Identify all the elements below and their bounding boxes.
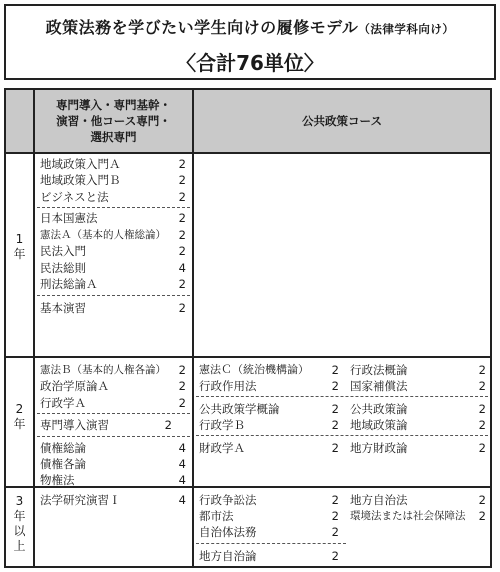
course-credits: 2 xyxy=(478,441,486,455)
year-label-1: 1 年 xyxy=(13,232,26,261)
dashed-separator xyxy=(196,435,488,436)
list-item xyxy=(40,156,188,172)
list-item xyxy=(40,189,188,205)
total-credits: 〈合計76単位〉 xyxy=(176,51,324,75)
title-main-text: 政策法務を学びたい学生向けの履修モデル xyxy=(45,18,359,37)
course-credits: 2 xyxy=(178,157,186,171)
dashed-separator xyxy=(37,295,190,296)
list-item xyxy=(40,227,188,243)
course-name: 基本演習 xyxy=(40,301,86,315)
list-item xyxy=(350,440,486,456)
list-item xyxy=(350,362,486,378)
course-name: 民法総則 xyxy=(40,261,86,275)
course-credits: 2 xyxy=(478,493,486,507)
list-item xyxy=(199,524,339,540)
list-item xyxy=(40,492,188,508)
course-name: 物権法 xyxy=(40,473,75,487)
course-name: 地域政策論 xyxy=(350,418,408,432)
year-label-2: 2 年 xyxy=(13,402,26,431)
dashed-separator xyxy=(37,413,190,414)
course-credits: 2 xyxy=(178,211,186,225)
header-col1 xyxy=(35,90,192,152)
course-credits: 2 xyxy=(178,363,186,377)
course-credits: 2 xyxy=(331,525,339,539)
course-name: 公共政策学概論 xyxy=(199,402,280,416)
list-item xyxy=(199,548,339,564)
header-divider xyxy=(6,152,490,154)
course-name: 都市法 xyxy=(199,509,234,523)
list-item xyxy=(199,440,339,456)
list-item xyxy=(40,440,188,456)
header-year-cell xyxy=(6,90,33,152)
course-credits: 4 xyxy=(178,493,186,507)
course-name: 行政学Ａ xyxy=(40,396,86,410)
list-item xyxy=(40,472,188,488)
list-item xyxy=(350,378,486,394)
course-name: 地域政策入門Ｂ xyxy=(40,173,121,187)
course-name: 環境法または社会保障法 xyxy=(350,510,466,522)
course-name: 政治学原論Ａ xyxy=(40,379,109,393)
course-credits: 2 xyxy=(331,509,339,523)
course-name: 自治体法務 xyxy=(199,525,257,539)
course-credits: 2 xyxy=(331,379,339,393)
course-name: 財政学Ａ xyxy=(199,441,245,455)
course-credits: 2 xyxy=(331,402,339,416)
course-name: 地域政策入門Ａ xyxy=(40,157,121,171)
course-name: 行政法概論 xyxy=(350,363,408,377)
course-credits: 4 xyxy=(178,261,186,275)
course-credits: 2 xyxy=(478,379,486,393)
course-credits: 2 xyxy=(178,301,186,315)
page-title xyxy=(6,15,494,38)
dashed-separator xyxy=(196,543,346,544)
year-label-3: 3 年 以 上 xyxy=(13,494,26,553)
list-item xyxy=(40,276,188,292)
curriculum-table xyxy=(4,88,492,568)
course-name: 国家補償法 xyxy=(350,379,408,393)
course-name: 民法入門 xyxy=(40,244,86,258)
list-item xyxy=(40,417,188,433)
vline-col1 xyxy=(192,90,194,566)
course-name: 地方自治法 xyxy=(350,493,408,507)
list-item xyxy=(40,362,188,378)
course-credits: 2 xyxy=(178,228,186,242)
list-item xyxy=(40,300,188,316)
course-credits: 2 xyxy=(164,418,172,432)
course-credits: 4 xyxy=(178,457,186,471)
course-name: 行政争訟法 xyxy=(199,493,257,507)
course-credits: 2 xyxy=(331,363,339,377)
header-col2-label: 公共政策コース xyxy=(302,114,382,128)
course-name: 債権各論 xyxy=(40,457,86,471)
course-credits: 4 xyxy=(178,441,186,455)
course-credits: 2 xyxy=(178,244,186,258)
title-subtitle: （法律学科向け） xyxy=(358,22,455,36)
course-name: ビジネスと法 xyxy=(40,190,109,204)
header-col1-label: 専門導入・専門基幹・ 演習・他コース専門・ 選択専門 xyxy=(56,98,171,144)
course-credits: 4 xyxy=(178,473,186,487)
course-credits: 2 xyxy=(478,363,486,377)
course-credits: 2 xyxy=(331,549,339,563)
course-credits: 2 xyxy=(178,173,186,187)
list-item xyxy=(199,378,339,394)
list-item xyxy=(350,492,486,508)
course-credits: 2 xyxy=(478,402,486,416)
course-credits: 2 xyxy=(178,190,186,204)
course-credits: 2 xyxy=(331,493,339,507)
course-credits: 2 xyxy=(478,418,486,432)
list-item xyxy=(40,210,188,226)
list-item xyxy=(40,456,188,472)
course-name: 憲法Ｂ（基本的人権各論） xyxy=(40,364,166,376)
title-box xyxy=(4,4,496,80)
course-name: 専門導入演習 xyxy=(40,418,109,432)
course-name: 日本国憲法 xyxy=(40,211,98,225)
list-item xyxy=(40,172,188,188)
course-credits: 2 xyxy=(331,418,339,432)
dashed-separator xyxy=(37,436,190,437)
list-item xyxy=(350,401,486,417)
course-name: 行政学Ｂ xyxy=(199,418,245,432)
vline-year xyxy=(33,90,35,566)
list-item xyxy=(350,417,486,433)
year1-divider xyxy=(6,356,490,358)
course-name: 法学研究演習Ｉ xyxy=(40,493,121,507)
list-item xyxy=(350,508,486,524)
course-name: 債権総論 xyxy=(40,441,86,455)
dashed-separator xyxy=(37,207,190,208)
course-credits: 2 xyxy=(178,396,186,410)
course-credits: 2 xyxy=(178,277,186,291)
list-item xyxy=(40,243,188,259)
course-name: 地方財政論 xyxy=(350,441,408,455)
list-item xyxy=(199,508,339,524)
header-col2 xyxy=(194,90,490,152)
list-item xyxy=(40,395,188,411)
dashed-separator xyxy=(196,396,488,397)
course-credits: 2 xyxy=(331,441,339,455)
list-item xyxy=(40,378,188,394)
course-name: 行政作用法 xyxy=(199,379,257,393)
course-name: 憲法Ａ（基本的人権総論） xyxy=(40,229,166,241)
list-item xyxy=(199,492,339,508)
course-name: 刑法総論Ａ xyxy=(40,277,98,291)
course-name: 地方自治論 xyxy=(199,549,257,563)
course-credits: 2 xyxy=(178,379,186,393)
list-item xyxy=(199,417,339,433)
list-item xyxy=(199,401,339,417)
list-item xyxy=(199,362,339,378)
course-name: 憲法Ｃ（統治機構論） xyxy=(199,363,309,376)
course-name: 公共政策論 xyxy=(350,402,408,416)
list-item xyxy=(40,260,188,276)
course-credits: 2 xyxy=(478,509,486,523)
